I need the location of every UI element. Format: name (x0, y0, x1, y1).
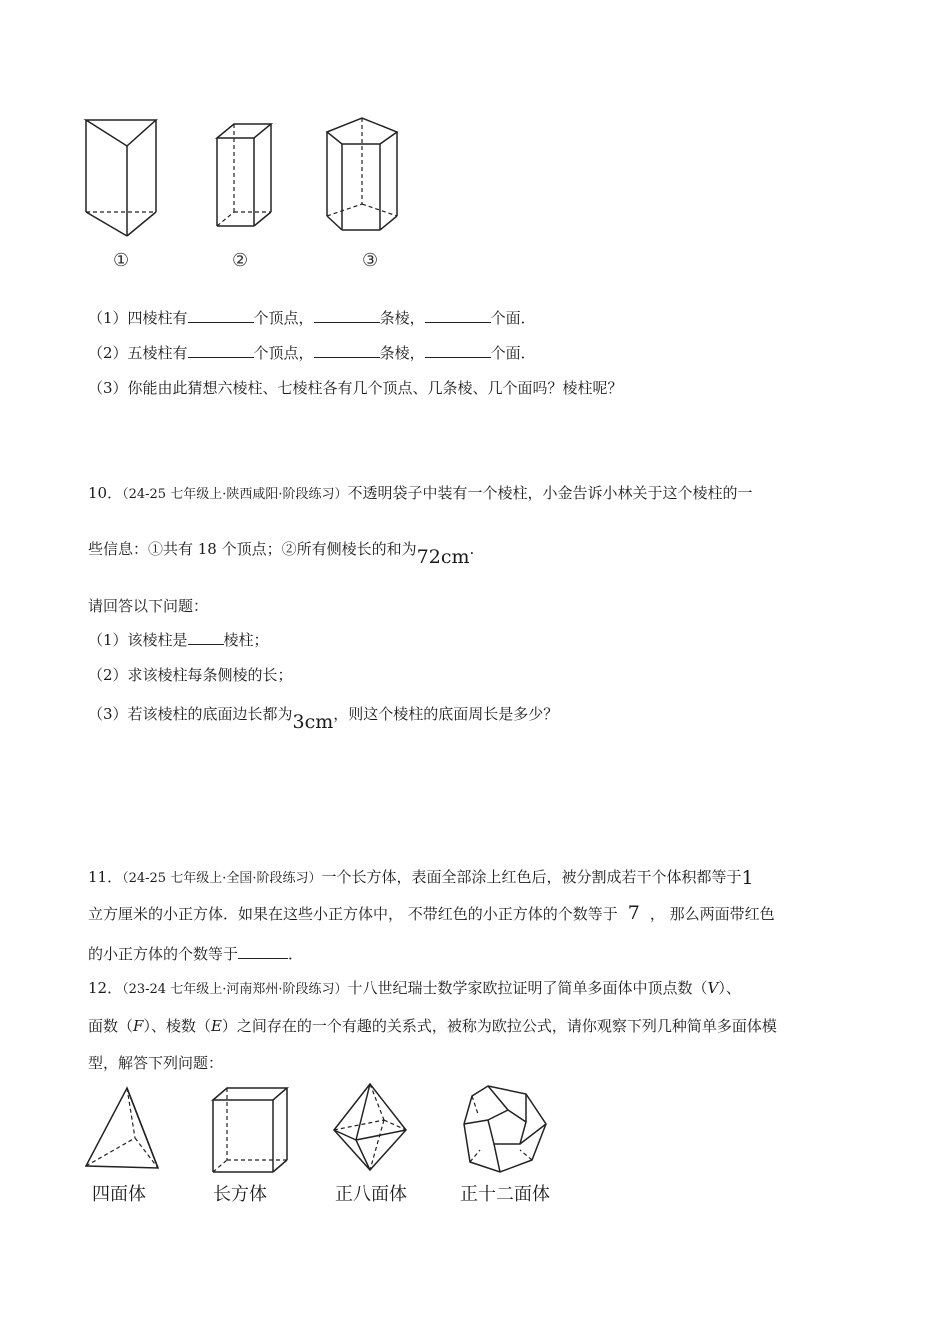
caption-tetrahedron: 四面体 (92, 1184, 146, 1205)
caption-octahedron: 正八面体 (335, 1184, 407, 1205)
pentagonal-prism-figure (327, 118, 397, 230)
prism-figures (80, 110, 420, 240)
q11-line2: 立方厘米的小正方体．如果在这些小正方体中， 不带红色的小正方体的个数等于 7 ， 那么两面带红色 (88, 902, 775, 924)
figure-label-2: ② (232, 250, 249, 271)
q9-part1: （1）四棱柱有 个顶点， 条棱， 个面． (88, 309, 536, 327)
q10-part3: （3）若该棱柱的底面边长都为3cm，则这个棱柱的底面周长是多少？ (88, 705, 559, 733)
q10-part1: （1）该棱柱是 棱柱； (88, 631, 269, 649)
q10-line1: 10．（24-25 七年级上·陕西咸阳·阶段练习）不透明袋子中装有一个棱柱，小金告诉小林关于这个棱柱的一 (88, 484, 753, 502)
answer-blank[interactable] (188, 342, 254, 358)
math-3cm: 3cm (292, 711, 334, 733)
q12-line1: 12．（23-24 七年级上·河南郑州·阶段练习）十八世纪瑞士数学家欧拉证明了简单多面体中顶点数（V）、 (88, 979, 741, 997)
question-number: 10． (88, 484, 123, 502)
answer-blank[interactable] (314, 307, 380, 323)
math-7: 7 (627, 902, 640, 924)
answer-blank[interactable] (188, 629, 224, 645)
dodecahedron-figure (464, 1086, 546, 1172)
triangular-prism-figure (86, 120, 156, 236)
answer-blank[interactable] (425, 342, 491, 358)
math-72cm: 72cm (416, 546, 470, 568)
q9-part3: （3）你能由此猜想六棱柱、七棱柱各有几个顶点、几条棱、几个面吗？棱柱呢？ (88, 379, 623, 397)
q10-line2: 些信息：①共有 18 个顶点；②所有侧棱长的和为72cm. (88, 540, 475, 568)
question-number: 11． (88, 868, 123, 886)
answer-blank[interactable] (238, 943, 288, 959)
answer-blank[interactable] (425, 307, 491, 323)
quadrilateral-prism-figure (217, 124, 271, 226)
q10-part2: （2）求该棱柱每条侧棱的长； (88, 666, 293, 684)
cuboid-figure (213, 1088, 287, 1172)
question-source: （24-25 七年级上·陕西咸阳·阶段练习） (122, 487, 348, 502)
caption-dodecahedron: 正十二面体 (460, 1184, 550, 1205)
answer-blank[interactable] (314, 342, 380, 358)
question-number: 12． (88, 979, 123, 997)
q11-line1: 11．（24-25 七年级上·全国·阶段练习）一个长方体，表面全部涂上红色后，被分割成若干个体积都等于1 (88, 867, 754, 889)
q12-line2: 面数（F）、棱数（E）之间存在的一个有趣的关系式，被称为欧拉公式，请你观察下列几种简单多面体模 (88, 1017, 777, 1035)
octahedron-figure (334, 1084, 406, 1170)
caption-cuboid: 长方体 (213, 1184, 267, 1205)
figure-label-3: ③ (362, 250, 379, 271)
tetrahedron-figure (86, 1088, 158, 1168)
q10-prompt: 请回答以下问题： (88, 597, 209, 615)
q9-part2: （2）五棱柱有 个顶点， 条棱， 个面． (88, 344, 536, 362)
polyhedra-figures (80, 1080, 580, 1180)
question-source: （24-25 七年级上·全国·阶段练习） (122, 871, 322, 886)
figure-label-1: ① (113, 250, 130, 271)
answer-blank[interactable] (188, 307, 254, 323)
q11-line3: 的小正方体的个数等于 ． (88, 945, 304, 963)
q12-line3: 型，解答下列问题： (88, 1054, 224, 1072)
math-1: 1 (741, 867, 754, 889)
question-source: （23-24 七年级上·河南郑州·阶段练习） (122, 982, 348, 997)
